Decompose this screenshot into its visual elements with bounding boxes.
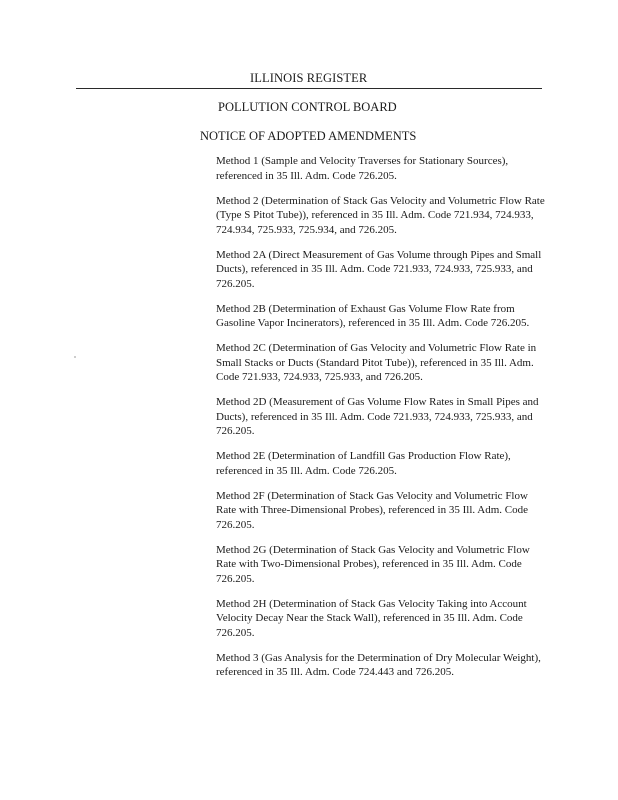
notice-title: NOTICE OF ADOPTED AMENDMENTS <box>200 129 417 143</box>
method-2e-paragraph: Method 2E (Determination of Landfill Gas Production Flow Rate), referenced in 35 Ill. Adm. Code 726.205. <box>216 450 511 477</box>
board-title: POLLUTION CONTROL BOARD <box>218 100 397 114</box>
method-2b-paragraph: Method 2B (Determination of Exhaust Gas Volume Flow Rate from Gasoline Vapor Incinerators), referenced in 35 Ill. Adm. Code 726.205. <box>216 302 530 329</box>
method-2c-paragraph: Method 2C (Determination of Gas Velocity and Volumetric Flow Rate in Small Stacks or Ducts (Standard Pitot Tube)), referenced in 35 Ill. Adm. Code 721.933, 724.933, 725.933, and 726.205. <box>216 342 537 383</box>
method-1-paragraph: Method 1 (Sample and Velocity Traverses for Stationary Sources), referenced in 35 Ill. Adm. Code 726.205. <box>216 155 509 182</box>
register-title: ILLINOIS REGISTER <box>250 71 368 85</box>
method-2a-paragraph: Method 2A (Direct Measurement of Gas Volume through Pipes and Small Ducts), referenced in 35 Ill. Adm. Code 721.933, 724.933, 725.933, and 726.205. <box>216 248 542 290</box>
scan-speck <box>74 356 76 358</box>
method-list <box>216 154 546 690</box>
method-2h-paragraph: Method 2H (Determination of Stack Gas Velocity Taking into Account Velocity Decay Near the Stack Wall), referenced in 35 Ill. Adm. Code 726.205. <box>216 597 527 639</box>
method-2g-paragraph: Method 2G (Determination of Stack Gas Velocity and Volumetric Flow Rate with Two-Dimensional Probes), referenced in 35 Ill. Adm. Code 726.205. <box>216 543 530 585</box>
header-rule <box>76 88 542 89</box>
method-2f-paragraph: Method 2F (Determination of Stack Gas Velocity and Volumetric Flow Rate with Three-Dimensional Probes), referenced in 35 Ill. Adm. Code 726.205. <box>216 489 528 531</box>
method-2d-paragraph: Method 2D (Measurement of Gas Volume Flow Rates in Small Pipes and Ducts), referenced in 35 Ill. Adm. Code 721.933, 724.933, 725.933, and 726.205. <box>216 396 539 437</box>
method-3-paragraph: Method 3 (Gas Analysis for the Determination of Dry Molecular Weight), referenced in 35 Ill. Adm. Code 724.443 and 726.205. <box>216 651 541 678</box>
method-2-paragraph: Method 2 (Determination of Stack Gas Velocity and Volumetric Flow Rate (Type S Pitot Tube)), referenced in 35 Ill. Adm. Code 721.934, 724.933, 724.934, 725.933, 725.934, and 726.205. <box>216 194 545 236</box>
